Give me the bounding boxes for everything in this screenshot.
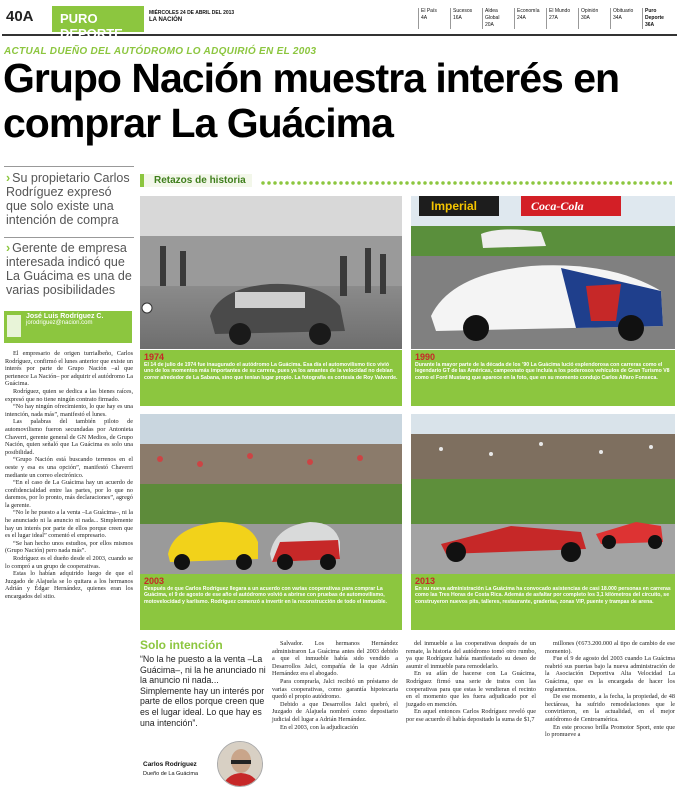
index-item[interactable]: Sucesos 16A — [450, 8, 482, 29]
history-title: Retazos de historia — [140, 174, 252, 187]
author-name: José Luis Rodríguez C. — [26, 313, 104, 320]
kicker: ACTUAL DUEÑO DEL AUTÓDROMO LO ADQUIRIÓ EN EL 2003 — [4, 46, 317, 57]
person-avatar-icon — [218, 742, 263, 787]
issue-date: MIÉRCOLES 24 DE ABRIL DEL 2013 — [149, 10, 235, 16]
caption-year: 1974 — [144, 352, 165, 362]
paper-name: LA NACIÓN — [149, 17, 183, 23]
page-number: 40A — [6, 8, 34, 25]
index-item[interactable]: Economía 24A — [514, 8, 546, 29]
caption-year: 2003 — [144, 576, 165, 586]
quote-name: Carlos Rodríguez — [143, 761, 197, 768]
index-item[interactable]: El Mundo 27A — [546, 8, 578, 29]
divider — [4, 166, 134, 167]
caption-year: 1990 — [415, 352, 436, 362]
dotted-rule — [260, 180, 672, 186]
divider — [4, 237, 134, 238]
author-email[interactable]: jorodriguez@nacion.com — [26, 320, 93, 326]
quote-role: Dueño de La Guácima — [143, 771, 199, 777]
bullet-arrow-icon: › — [6, 171, 11, 185]
bullet-arrow-icon: › — [6, 241, 11, 255]
bullet-summary: › Gerente de empresa interesada indicó que La Guácima es una de varias posibilidades — [6, 241, 132, 297]
author-box — [4, 311, 132, 343]
section-index — [418, 8, 678, 29]
mustang-race-photo — [411, 196, 675, 349]
pull-quote: “No la he puesto a la venta –La Guácima–, ni la he anunciado ni la anuncio ni nada... Simplemente hay un interés por parte de ellos porque creen que es el lugar ideal. Lo que hay es una intención”. — [140, 654, 266, 728]
author-icon — [7, 315, 21, 337]
article-column-1: El empresario de origen turrialbeño, Carlos Rodríguez, confirmó el lunes anterior que existe un interés por parte de Grupo Nación –al que pertenece La Nación– por adquirir el autódromo La Guácima. Rodríguez, quien se dedica a las bienes raíces, expresó que no tiene ningún contrato firmado. “No hay ningún ofrecimiento, lo que hay es una intención, nada más”, manifestó el lunes. Las palabras del también piloto de automovilismo fueron secundadas por Antonieta Chaverri, gerente general de GN Medios, de Grupo Nación, quien señaló que La Guácima es solo una posibilidad. “Grupo Nación está buscando terrenos en el oeste y esa es una opción”, manifestó Chaverri mediante un correo electrónico. “En el caso de La Guácima hay un acuerdo de confidencialidad entre las partes, por lo que no daremos, por lo pronto, más declaraciones”, agregó la gerente. “No le he puesto a la venta –La Guácima–, ni la he anunciado ni la anuncio ni nada... Simplemente hay un interés por parte de ellos porque creen que es el lugar ideal” comentó el empresario. “Se han hecho unos estudios, por ellos mismos (Grupo Nación) pero nada más”. Rodríguez es el dueño desde el 2003, cuando se lo compró a un grupo de cooperativas. Estas lo habían adquirido luego de que el Juzgado de Alajuela se lo quitara a los hermanos Adrián y Édgar Hernández, quienes eran los encargados del sitio. — [5, 350, 133, 600]
caption-year: 2013 — [415, 576, 436, 586]
bullet-summary: › Su propietario Carlos Rodríguez expresó que solo existe una intención de compra — [6, 171, 130, 227]
ad-imperial: Imperial — [431, 199, 478, 213]
photo-2013 — [411, 414, 675, 574]
caption-1974: 1974 El 14 de julio de 1974 fue inaugurado el autódromo La Guácima. Esa día el automovilismo tico vivió uno de los momentos más importantes de su carrera, pues ya los amantes de la velocidad no debían correr alrededor de La Sabana, sino que tenían lugar propio. La fotografía es cortesía de Roy Valverde. — [140, 350, 402, 406]
section-title: PURO DEPORTE — [52, 6, 144, 32]
index-item[interactable]: Puro Deporte 36A — [642, 8, 678, 29]
caption-2013: 2013 En su nueva administración La Guácima ha convocado asistencias de casi 18.000 personas en carreras como las Tres Horas de Costa Rica. Además de asfaltar por completo los 3,1 kilómetros del circuito, se construyeron nuevos pits, talleres, restaurante, graderías, zonas VIP, puente y trampas de arena. — [411, 574, 675, 630]
photo-1990 — [411, 196, 675, 349]
index-item[interactable]: El País 4A — [418, 8, 450, 29]
article-column-5: millones (¢673.200.000 al tipo de cambio de ese momento). Fue el 9 de agosto del 2003 cuando La Guácima reabrió sus puertas bajo la nueva administración de la Asociación Deportiva Alta Velocidad La Guácima, que es la encargada de hacer los reglamentos. De ese momento, a la fecha, la propiedad, de 48 hectáreas, ha sufrido remodelaciones que le convirtieron, en la actualidad, en el mejor autódromo de Centroamérica. En este proceso brilla Promotor Sport, ente que lo promueve a — [545, 640, 675, 739]
article-column-3: Salvador. Los hermanos Hernández administraron La Guácima antes del 2003 debido a que el inmueble había sido vendido a Desarrollos Jalci, compañía de la que Adrián Hernández era el abogado. Para comprarla, Jalci recibió un préstamo de varias cooperativas, como garantía hipotecaria quedó el propio autódromo. Debido a que Desarrollos Jalci quebró, el Juzgado de Alajuela nombró como depositario judicial del lugar a Adrián Hernández. En el 2003, con la adjudicación — [272, 640, 398, 731]
index-item[interactable]: Obituario 34A — [610, 8, 642, 29]
article-column-4: del inmueble a las cooperativas después de un remate, la historia del autódromo tomó otro rumbo, ya que Rodríguez había manifestado su deseo de asumir el inmueble para remodelarlo. En su afán de hacerse con La Guácima, Rodríguez firmó una serie de tratos con las cooperativas para que estas le vendieran el recinto en el momento que les fuera adjudicado por el juzgado en mención. En aquel entonces Carlos Rodríguez reveló que por ese acuerdo él había depositado la suma de $1,7 — [406, 640, 536, 723]
portrait-photo — [217, 741, 263, 787]
formula-race-photo — [411, 414, 675, 574]
photo-2003 — [140, 414, 402, 574]
index-item[interactable]: Opinión 30A — [578, 8, 610, 29]
headline: Grupo Nación muestra interés en comprar La Guácima — [3, 55, 620, 146]
index-item[interactable]: Aldea Global 20A — [482, 8, 514, 29]
caption-2003: 2003 Después de que Carlos Rodríguez llegara a un acuerdo con varias cooperativas para comprar La Guácima, el 9 de agosto de ese año el autódromo volvió a abrirse con pruebas de automovilismo, motovelocidad y karlismo. Rodríguez comenzó a invertir en la reconstrucción de todo el inmueble. — [140, 574, 402, 630]
caption-1990: 1990 Durante la mayor parte de la década de los ’90 La Guácima lució esplendorosa con carreras como el legendario GT de las Américas, campeonato que incluía a los poderosos vehículos de Gran Turismo V8 como el Ford Mustang que aparece en la foto, que en su momento condujo Carlos Alfaro Fonseca. — [411, 350, 675, 406]
photo-1974 — [140, 196, 402, 349]
quote-heading: Solo intención — [140, 638, 223, 652]
reopening-race-photo — [140, 414, 402, 574]
ad-cocacola: Coca-Cola — [531, 199, 584, 213]
page-header — [2, 6, 677, 41]
vintage-race-car-photo — [140, 196, 402, 349]
date-line — [149, 10, 269, 24]
